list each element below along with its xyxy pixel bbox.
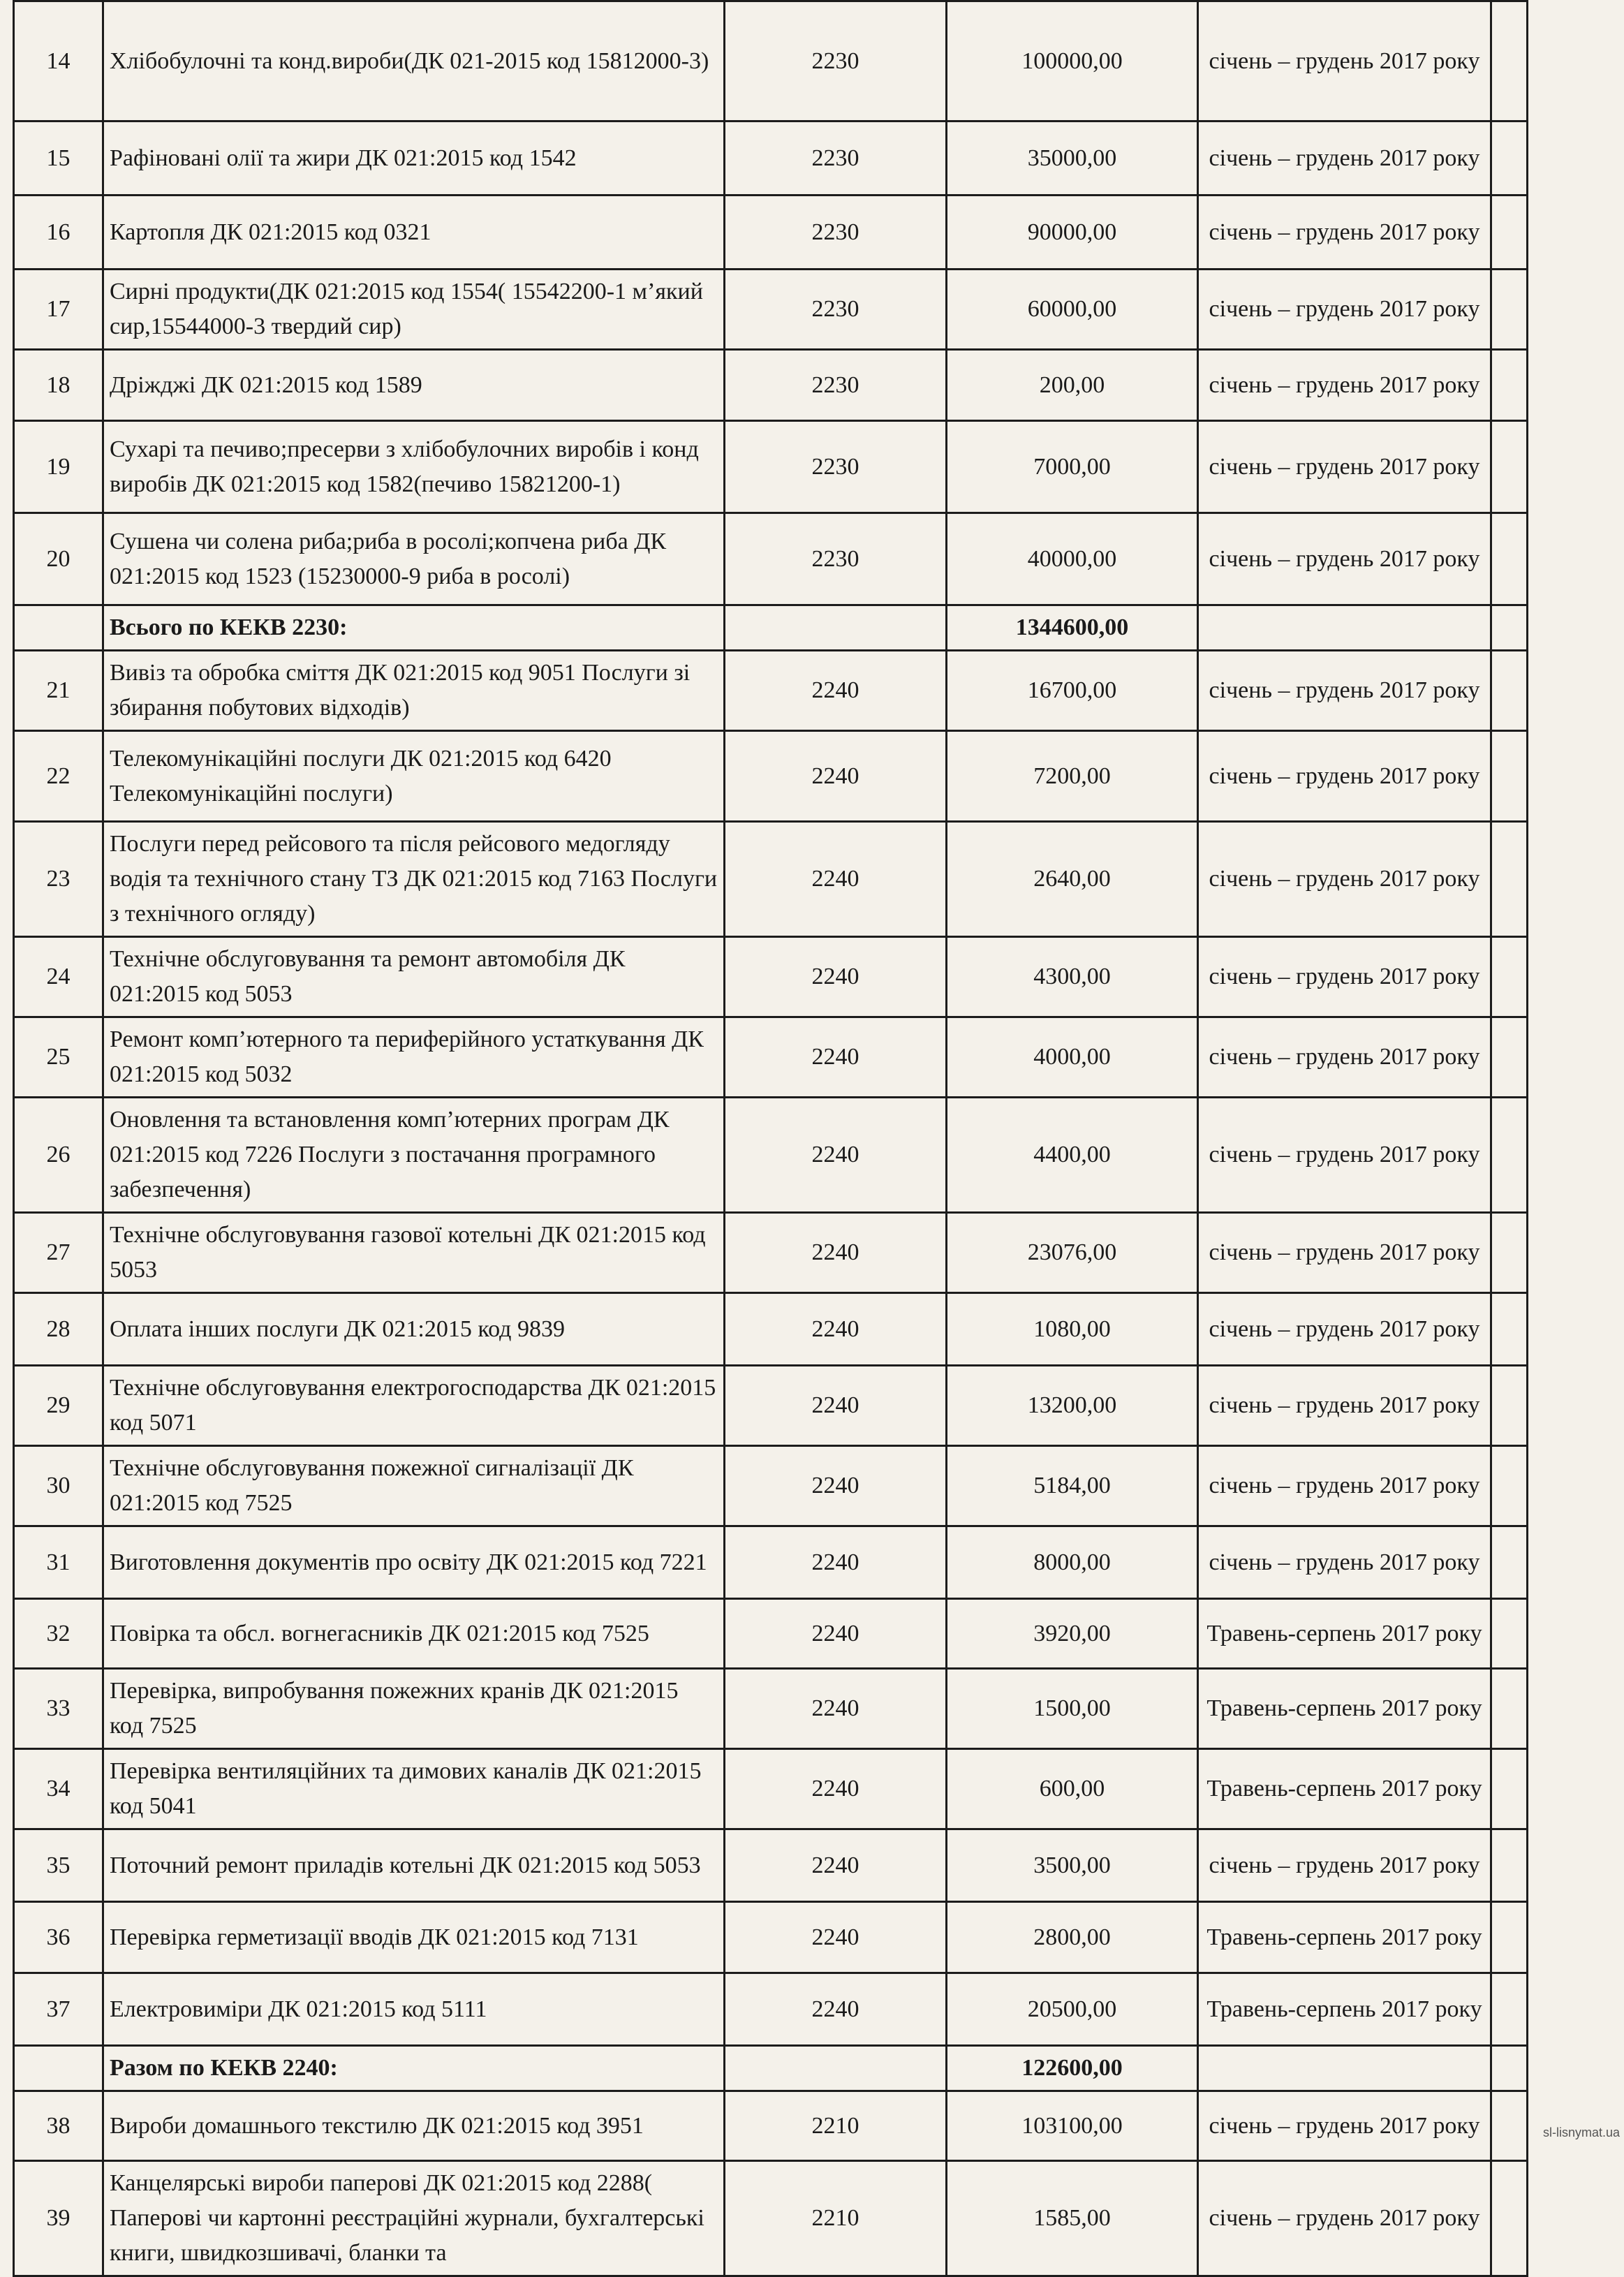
kekv-code-cell [725,605,947,651]
table-row [14,513,1528,605]
amount-cell: 60000,00 [947,270,1198,350]
item-name-cell: Всього по КЕКВ 2230: [103,605,725,651]
period-cell: січень – грудень 2017 року [1198,1446,1491,1526]
amount-cell: 13200,00 [947,1366,1198,1446]
kekv-code-cell: 2210 [725,2161,947,2276]
item-name-cell: Картопля ДК 021:2015 код 0321 [103,196,725,270]
item-name-cell: Перевірка герметизації вводів ДК 021:2015 код 7131 [103,1902,725,1973]
item-name-cell: Вивіз та обробка сміття ДК 021:2015 код 9051 Послуги зі збирання побутових відходів) [103,651,725,731]
amount-cell: 200,00 [947,350,1198,421]
row-number-cell: 23 [14,822,103,937]
period-cell: січень – грудень 2017 року [1198,121,1491,196]
table-row [14,270,1528,350]
item-name-cell: Канцелярські вироби паперові ДК 021:2015 код 2288( Паперові чи картонні реєстраційні журнали, бухгалтерські книги, швидкозшивачі, бланки та [103,2161,725,2276]
table-row [14,1098,1528,1213]
empty-cell [1491,1749,1528,1829]
empty-cell [1491,937,1528,1017]
amount-cell: 35000,00 [947,121,1198,196]
table-row [14,2161,1528,2276]
item-name-cell: Технічне обслуговування пожежної сигналізації ДК 021:2015 код 7525 [103,1446,725,1526]
period-cell: січень – грудень 2017 року [1198,937,1491,1017]
item-name-cell: Оновлення та встановлення комп’ютерних програм ДК 021:2015 код 7226 Послуги з постачання програмного забезпечення) [103,1098,725,1213]
kekv-code-cell: 2240 [725,1213,947,1293]
item-name-cell: Перевірка, випробування пожежних кранів ДК 021:2015 код 7525 [103,1669,725,1749]
table-row [14,196,1528,270]
period-cell: січень – грудень 2017 року [1198,2091,1491,2161]
kekv-code-cell: 2240 [725,1749,947,1829]
table-row [14,421,1528,513]
item-name-cell: Повірка та обсл. вогнегасників ДК 021:2015 код 7525 [103,1599,725,1669]
total-row [14,605,1528,651]
row-number-cell: 31 [14,1526,103,1599]
amount-cell: 7200,00 [947,731,1198,822]
item-name-cell: Оплата інших послуги ДК 021:2015 код 9839 [103,1293,725,1366]
amount-cell: 122600,00 [947,2046,1198,2091]
table-row [14,1366,1528,1446]
kekv-code-cell: 2210 [725,2091,947,2161]
empty-cell [1491,421,1528,513]
period-cell: Травень-серпень 2017 року [1198,1599,1491,1669]
period-cell: січень – грудень 2017 року [1198,350,1491,421]
row-number-cell: 34 [14,1749,103,1829]
empty-cell [1491,1,1528,121]
empty-cell [1491,1669,1528,1749]
item-name-cell: Технічне обслуговування газової котельні ДК 021:2015 код 5053 [103,1213,725,1293]
period-cell: січень – грудень 2017 року [1198,731,1491,822]
amount-cell: 100000,00 [947,1,1198,121]
item-name-cell: Сухарі та печиво;пресерви з хлібобулочних виробів і конд виробів ДК 021:2015 код 1582(печиво 15821200-1) [103,421,725,513]
empty-cell [1491,2046,1528,2091]
empty-cell [1491,822,1528,937]
item-name-cell: Разом по КЕКВ 2240: [103,2046,725,2091]
row-number-cell: 39 [14,2161,103,2276]
amount-cell: 1080,00 [947,1293,1198,1366]
table-row [14,2091,1528,2161]
amount-cell: 2640,00 [947,822,1198,937]
table-row [14,1973,1528,2046]
row-number-cell: 18 [14,350,103,421]
table-row [14,1213,1528,1293]
item-name-cell: Перевірка вентиляційних та димових каналів ДК 021:2015 код 5041 [103,1749,725,1829]
item-name-cell: Сирні продукти(ДК 021:2015 код 1554( 15542200-1 м’який сир,15544000-3 твердий сир) [103,270,725,350]
table-row [14,731,1528,822]
procurement-plan-table [13,0,1528,2277]
kekv-code-cell: 2240 [725,651,947,731]
period-cell: Травень-серпень 2017 року [1198,1973,1491,2046]
row-number-cell [14,2046,103,2091]
kekv-code-cell: 2230 [725,121,947,196]
empty-cell [1491,651,1528,731]
period-cell: січень – грудень 2017 року [1198,1017,1491,1098]
amount-cell: 103100,00 [947,2091,1198,2161]
table-row [14,937,1528,1017]
amount-cell: 1344600,00 [947,605,1198,651]
empty-cell [1491,513,1528,605]
row-number-cell: 32 [14,1599,103,1669]
kekv-code-cell: 2230 [725,421,947,513]
row-number-cell: 37 [14,1973,103,2046]
kekv-code-cell: 2230 [725,513,947,605]
row-number-cell: 27 [14,1213,103,1293]
period-cell: січень – грудень 2017 року [1198,2161,1491,2276]
amount-cell: 4400,00 [947,1098,1198,1213]
item-name-cell: Технічне обслуговування електрогосподарства ДК 021:2015 код 5071 [103,1366,725,1446]
table-row [14,1293,1528,1366]
period-cell: січень – грудень 2017 року [1198,822,1491,937]
empty-cell [1491,2091,1528,2161]
row-number-cell: 20 [14,513,103,605]
period-cell [1198,2046,1491,2091]
row-number-cell: 35 [14,1829,103,1902]
kekv-code-cell: 2240 [725,1017,947,1098]
amount-cell: 2800,00 [947,1902,1198,1973]
period-cell [1198,605,1491,651]
kekv-code-cell: 2240 [725,822,947,937]
period-cell: січень – грудень 2017 року [1198,1098,1491,1213]
row-number-cell: 19 [14,421,103,513]
table-row [14,1017,1528,1098]
amount-cell: 5184,00 [947,1446,1198,1526]
item-name-cell: Дріжджі ДК 021:2015 код 1589 [103,350,725,421]
row-number-cell: 29 [14,1366,103,1446]
row-number-cell: 25 [14,1017,103,1098]
table-row [14,1669,1528,1749]
row-number-cell [14,605,103,651]
row-number-cell: 38 [14,2091,103,2161]
kekv-code-cell: 2240 [725,1526,947,1599]
table-row [14,1599,1528,1669]
amount-cell: 7000,00 [947,421,1198,513]
kekv-code-cell: 2230 [725,350,947,421]
row-number-cell: 30 [14,1446,103,1526]
amount-cell: 1500,00 [947,1669,1198,1749]
row-number-cell: 26 [14,1098,103,1213]
amount-cell: 23076,00 [947,1213,1198,1293]
period-cell: січень – грудень 2017 року [1198,1526,1491,1599]
period-cell: січень – грудень 2017 року [1198,1213,1491,1293]
empty-cell [1491,196,1528,270]
table-row [14,1749,1528,1829]
table-row [14,350,1528,421]
kekv-code-cell: 2240 [725,937,947,1017]
table-row [14,1902,1528,1973]
table-row [14,121,1528,196]
item-name-cell: Поточний ремонт приладів котельні ДК 021:2015 код 5053 [103,1829,725,1902]
item-name-cell: Хлібобулочні та конд.вироби(ДК 021-2015 код 15812000-3) [103,1,725,121]
total-row [14,2046,1528,2091]
kekv-code-cell: 2240 [725,1446,947,1526]
empty-cell [1491,1599,1528,1669]
empty-cell [1491,1213,1528,1293]
empty-cell [1491,121,1528,196]
kekv-code-cell: 2230 [725,1,947,121]
table-row [14,1446,1528,1526]
site-watermark: sl-lisnymat.ua [1542,2125,1620,2139]
period-cell: січень – грудень 2017 року [1198,1829,1491,1902]
item-name-cell: Сушена чи солена риба;риба в росолі;копчена риба ДК 021:2015 код 1523 (15230000-9 риба в росолі) [103,513,725,605]
item-name-cell: Електровиміри ДК 021:2015 код 5111 [103,1973,725,2046]
empty-cell [1491,1017,1528,1098]
period-cell: Травень-серпень 2017 року [1198,1902,1491,1973]
kekv-code-cell: 2240 [725,1669,947,1749]
amount-cell: 3500,00 [947,1829,1198,1902]
row-number-cell: 16 [14,196,103,270]
empty-cell [1491,731,1528,822]
kekv-code-cell: 2240 [725,1973,947,2046]
item-name-cell: Ремонт комп’ютерного та периферійного устаткування ДК 021:2015 код 5032 [103,1017,725,1098]
period-cell: Травень-серпень 2017 року [1198,1669,1491,1749]
empty-cell [1491,1526,1528,1599]
amount-cell: 3920,00 [947,1599,1198,1669]
empty-cell [1491,1098,1528,1213]
amount-cell: 20500,00 [947,1973,1198,2046]
amount-cell: 600,00 [947,1749,1198,1829]
empty-cell [1491,1973,1528,2046]
amount-cell: 4000,00 [947,1017,1198,1098]
empty-cell [1491,1446,1528,1526]
period-cell: січень – грудень 2017 року [1198,651,1491,731]
empty-cell [1491,1902,1528,1973]
amount-cell: 8000,00 [947,1526,1198,1599]
kekv-code-cell: 2240 [725,1829,947,1902]
empty-cell [1491,605,1528,651]
period-cell: січень – грудень 2017 року [1198,421,1491,513]
amount-cell: 40000,00 [947,513,1198,605]
row-number-cell: 15 [14,121,103,196]
period-cell: січень – грудень 2017 року [1198,196,1491,270]
period-cell: січень – грудень 2017 року [1198,1,1491,121]
item-name-cell: Рафіновані олії та жири ДК 021:2015 код 1542 [103,121,725,196]
empty-cell [1491,1293,1528,1366]
empty-cell [1491,1366,1528,1446]
item-name-cell: Виготовлення документів про освіту ДК 021:2015 код 7221 [103,1526,725,1599]
row-number-cell: 17 [14,270,103,350]
row-number-cell: 28 [14,1293,103,1366]
empty-cell [1491,2161,1528,2276]
row-number-cell: 14 [14,1,103,121]
amount-cell: 16700,00 [947,651,1198,731]
amount-cell: 90000,00 [947,196,1198,270]
item-name-cell: Технічне обслуговування та ремонт автомобіля ДК 021:2015 код 5053 [103,937,725,1017]
item-name-cell: Вироби домашнього текстилю ДК 021:2015 код 3951 [103,2091,725,2161]
row-number-cell: 36 [14,1902,103,1973]
empty-cell [1491,270,1528,350]
empty-cell [1491,350,1528,421]
kekv-code-cell: 2240 [725,1599,947,1669]
row-number-cell: 21 [14,651,103,731]
table-row [14,1526,1528,1599]
kekv-code-cell: 2240 [725,731,947,822]
item-name-cell: Послуги перед рейсового та після рейсового медогляду водія та технічного стану ТЗ ДК 021:2015 код 7163 Послуги з технічного огляду) [103,822,725,937]
amount-cell: 4300,00 [947,937,1198,1017]
row-number-cell: 33 [14,1669,103,1749]
period-cell: січень – грудень 2017 року [1198,513,1491,605]
item-name-cell: Телекомунікаційні послуги ДК 021:2015 код 6420 Телекомунікаційні послуги) [103,731,725,822]
period-cell: січень – грудень 2017 року [1198,270,1491,350]
kekv-code-cell: 2230 [725,196,947,270]
table-body [14,1,1528,2276]
period-cell: Травень-серпень 2017 року [1198,1749,1491,1829]
table-row [14,651,1528,731]
kekv-code-cell: 2240 [725,1902,947,1973]
period-cell: січень – грудень 2017 року [1198,1293,1491,1366]
table-row [14,1829,1528,1902]
kekv-code-cell: 2240 [725,1293,947,1366]
empty-cell [1491,1829,1528,1902]
kekv-code-cell [725,2046,947,2091]
kekv-code-cell: 2230 [725,270,947,350]
kekv-code-cell: 2240 [725,1098,947,1213]
row-number-cell: 22 [14,731,103,822]
period-cell: січень – грудень 2017 року [1198,1366,1491,1446]
row-number-cell: 24 [14,937,103,1017]
table-row [14,1,1528,121]
table-row [14,822,1528,937]
kekv-code-cell: 2240 [725,1366,947,1446]
amount-cell: 1585,00 [947,2161,1198,2276]
